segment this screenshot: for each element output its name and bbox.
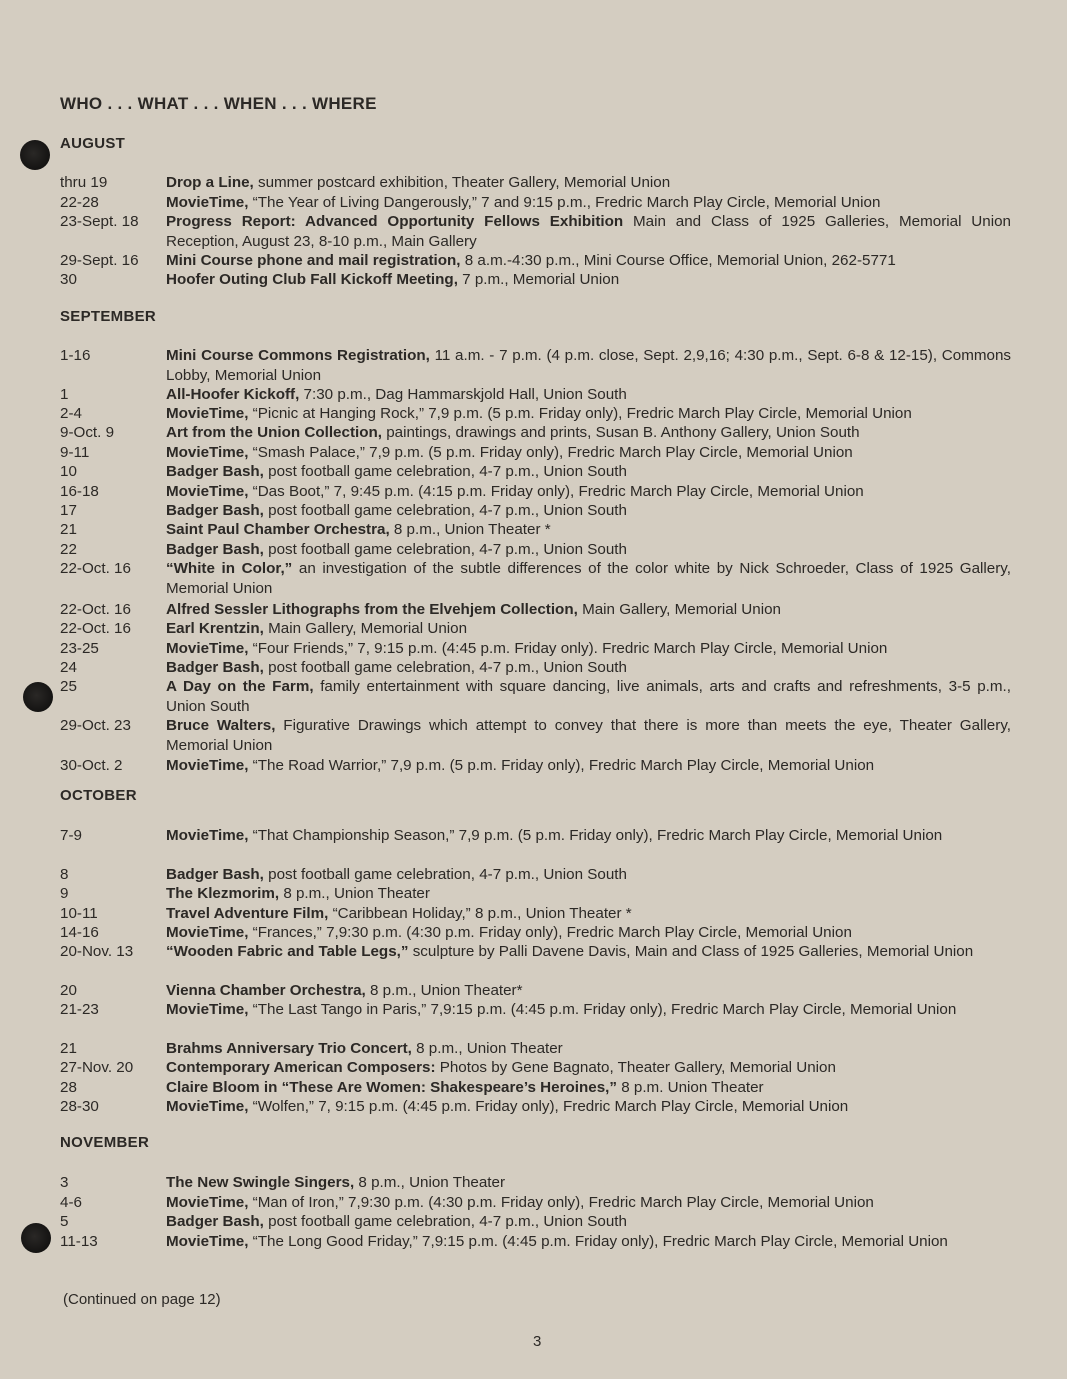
- event-details: family entertainment with square dancing, live animals, arts and crafts and refreshments, 3-5 p.m., Union South: [166, 678, 1011, 715]
- event-date: 9: [60, 885, 69, 902]
- event-description: [166, 520, 1011, 540]
- event-title: Badger Bash,: [166, 659, 264, 676]
- event-title: A Day on the Farm,: [166, 678, 314, 695]
- event-date: 21-23: [60, 1001, 99, 1018]
- event-details: post football game celebration, 4-7 p.m., Union South: [263, 463, 627, 480]
- event-date: 20: [60, 982, 77, 999]
- event-details: Figurative Drawings which attempt to convey that there is more than meets the eye, Theater Gallery, Memorial Union: [166, 717, 1011, 754]
- event-details: “Frances,” 7,9:30 p.m. (4:30 p.m. Friday only), Fredric March Play Circle, Memorial Union: [248, 924, 852, 941]
- event-date: 29-Sept. 16: [60, 252, 139, 269]
- event-title: “Wooden Fabric and Table Legs,”: [166, 943, 409, 960]
- event-title: MovieTime,: [166, 1001, 249, 1018]
- event-title: MovieTime,: [166, 827, 249, 844]
- event-date: 23-Sept. 18: [60, 213, 139, 230]
- month-heading: SEPTEMBER: [60, 308, 157, 325]
- event-details: “The Year of Living Dangerously,” 7 and 9:15 p.m., Fredric March Play Circle, Memorial Union: [248, 194, 881, 211]
- continued-note: (Continued on page 12): [63, 1291, 221, 1308]
- binder-hole-bottom: [21, 1223, 51, 1253]
- event-title: MovieTime,: [166, 405, 249, 422]
- event-title: The Klezmorim,: [166, 885, 280, 902]
- event-details: Photos by Gene Bagnato, Theater Gallery, Memorial Union: [435, 1059, 836, 1076]
- event-description: [166, 270, 1011, 290]
- event-details: 8 p.m., Union Theater: [279, 885, 430, 902]
- event-description: [166, 1097, 1011, 1117]
- event-description: [166, 346, 1011, 385]
- event-description: [166, 1039, 1011, 1059]
- event-title: Bruce Walters,: [166, 717, 276, 734]
- event-date: 14-16: [60, 924, 99, 941]
- event-date: 20-Nov. 13: [60, 943, 134, 960]
- month-heading: NOVEMBER: [60, 1134, 150, 1151]
- event-date: 1-16: [60, 347, 91, 364]
- event-details: 8 p.m. Union Theater: [617, 1079, 764, 1096]
- event-description: [166, 1173, 1011, 1193]
- event-details: Main and Class of 1925 Galleries, Memorial Union Reception, August 23, 8-10 p.m., Main Gallery: [166, 213, 1011, 250]
- event-date: 10: [60, 463, 77, 480]
- event-description: [166, 619, 1011, 639]
- event-date: 30-Oct. 2: [60, 757, 123, 774]
- event-date: 9-Oct. 9: [60, 424, 115, 441]
- event-details: “Picnic at Hanging Rock,” 7,9 p.m. (5 p.m. Friday only), Fredric March Play Circle, Memorial Union: [248, 405, 912, 422]
- event-description: [166, 212, 1011, 251]
- event-date: 10-11: [60, 905, 98, 922]
- event-details: “The Last Tango in Paris,” 7,9:15 p.m. (4:45 p.m. Friday only), Fredric March Play Circle, Memorial Union: [248, 1001, 957, 1018]
- event-date: 11-13: [60, 1233, 98, 1250]
- event-details: “Wolfen,” 7, 9:15 p.m. (4:45 p.m. Friday only), Fredric March Play Circle, Memorial Union: [248, 1098, 849, 1115]
- event-details: “That Championship Season,” 7,9 p.m. (5 p.m. Friday only), Fredric March Play Circle, Memorial Union: [248, 827, 943, 844]
- event-date: 23-25: [60, 640, 99, 657]
- event-details: “Caribbean Holiday,” 8 p.m., Union Theater *: [328, 905, 632, 922]
- event-details: post football game celebration, 4-7 p.m., Union South: [263, 659, 627, 676]
- event-title: MovieTime,: [166, 924, 249, 941]
- event-title: MovieTime,: [166, 1098, 249, 1115]
- page-number: 3: [533, 1333, 542, 1350]
- event-description: [166, 716, 1011, 755]
- event-date: 22: [60, 541, 77, 558]
- event-description: [166, 942, 1011, 962]
- event-details: paintings, drawings and prints, Susan B. Anthony Gallery, Union South: [382, 424, 860, 441]
- event-details: Main Gallery, Memorial Union: [263, 620, 468, 637]
- event-description: [166, 923, 1011, 943]
- event-title: Hoofer Outing Club Fall Kickoff Meeting,: [166, 271, 458, 288]
- event-description: [166, 1232, 1011, 1252]
- event-description: [166, 600, 1011, 620]
- binder-hole-middle: [23, 682, 53, 712]
- event-title: Badger Bash,: [166, 541, 264, 558]
- event-description: [166, 559, 1011, 598]
- event-title: MovieTime,: [166, 1233, 249, 1250]
- event-date: 30: [60, 271, 77, 288]
- event-description: [166, 251, 1011, 271]
- event-date: 1: [60, 386, 69, 403]
- event-details: post football game celebration, 4-7 p.m., Union South: [263, 502, 627, 519]
- event-description: [166, 639, 1011, 659]
- event-date: 21: [60, 521, 77, 538]
- event-title: MovieTime,: [166, 194, 249, 211]
- event-date: 29-Oct. 23: [60, 717, 131, 734]
- event-date: 22-Oct. 16: [60, 560, 131, 577]
- event-title: MovieTime,: [166, 1194, 249, 1211]
- event-title: Badger Bash,: [166, 1213, 264, 1230]
- event-title: Saint Paul Chamber Orchestra,: [166, 521, 390, 538]
- event-details: “Das Boot,” 7, 9:45 p.m. (4:15 p.m. Friday only), Fredric March Play Circle, Memorial Union: [248, 483, 864, 500]
- event-details: 8 p.m., Union Theater*: [365, 982, 523, 999]
- event-date: 16-18: [60, 483, 99, 500]
- event-date: 2-4: [60, 405, 82, 422]
- event-date: 7-9: [60, 827, 82, 844]
- event-title: MovieTime,: [166, 757, 249, 774]
- event-details: an investigation of the subtle differences of the color white by Nick Schroeder, Class of 1925 Gallery, Memorial Union: [166, 560, 1011, 597]
- event-description: [166, 501, 1011, 521]
- event-title: Badger Bash,: [166, 502, 264, 519]
- event-description: [166, 826, 1011, 846]
- event-details: 7:30 p.m., Dag Hammarskjold Hall, Union South: [299, 386, 627, 403]
- event-date: 27-Nov. 20: [60, 1059, 134, 1076]
- event-details: 8 p.m., Union Theater *: [389, 521, 551, 538]
- event-title: Alfred Sessler Lithographs from the Elvehjem Collection,: [166, 601, 578, 618]
- event-date: 28: [60, 1079, 77, 1096]
- event-details: 11 a.m. - 7 p.m. (4 p.m. close, Sept. 2,9,16; 4:30 p.m., Sept. 6-8 & 12-15), Commons Lobby, Memorial Union: [166, 347, 1011, 384]
- event-details: Main Gallery, Memorial Union: [577, 601, 781, 618]
- event-title: Brahms Anniversary Trio Concert,: [166, 1040, 412, 1057]
- event-title: Drop a Line,: [166, 174, 254, 191]
- event-title: MovieTime,: [166, 444, 249, 461]
- event-title: All-Hoofer Kickoff,: [166, 386, 300, 403]
- event-date: 28-30: [60, 1098, 99, 1115]
- event-description: [166, 1212, 1011, 1232]
- event-description: [166, 482, 1011, 502]
- event-description: [166, 884, 1011, 904]
- event-details: 8 p.m., Union Theater: [354, 1174, 506, 1191]
- event-title: Travel Adventure Film,: [166, 905, 329, 922]
- event-title: Vienna Chamber Orchestra,: [166, 982, 366, 999]
- event-title: Earl Krentzin,: [166, 620, 264, 637]
- event-title: Badger Bash,: [166, 866, 264, 883]
- event-description: [166, 443, 1011, 463]
- event-date: 3: [60, 1174, 69, 1191]
- event-title: The New Swingle Singers,: [166, 1174, 355, 1191]
- event-details: post football game celebration, 4-7 p.m., Union South: [263, 866, 627, 883]
- month-heading: OCTOBER: [60, 787, 137, 804]
- event-details: 8 p.m., Union Theater: [411, 1040, 563, 1057]
- event-date: 24: [60, 659, 77, 676]
- event-details: “Four Friends,” 7, 9:15 p.m. (4:45 p.m. Friday only). Fredric March Play Circle, Memorial Union: [248, 640, 888, 657]
- event-description: [166, 1058, 1011, 1078]
- event-details: post football game celebration, 4-7 p.m., Union South: [263, 1213, 627, 1230]
- event-description: [166, 865, 1011, 885]
- event-title: Art from the Union Collection,: [166, 424, 382, 441]
- binder-hole-top: [20, 140, 50, 170]
- event-description: [166, 904, 1011, 924]
- event-details: 7 p.m., Memorial Union: [457, 271, 620, 288]
- event-date: 5: [60, 1213, 69, 1230]
- event-title: MovieTime,: [166, 483, 249, 500]
- event-title: Progress Report: Advanced Opportunity Fellows Exhibition: [166, 213, 624, 230]
- event-description: [166, 173, 1011, 193]
- event-description: [166, 658, 1011, 678]
- event-date: 9-11: [60, 444, 90, 461]
- event-date: 25: [60, 678, 77, 695]
- event-date: 22-Oct. 16: [60, 620, 131, 637]
- event-details: post football game celebration, 4-7 p.m., Union South: [263, 541, 627, 558]
- event-description: [166, 1000, 1011, 1020]
- event-title: Mini Course Commons Registration,: [166, 347, 430, 364]
- event-description: [166, 1078, 1011, 1098]
- event-title: MovieTime,: [166, 640, 249, 657]
- event-description: [166, 1193, 1011, 1213]
- event-description: [166, 540, 1011, 560]
- event-description: [166, 462, 1011, 482]
- event-title: Claire Bloom in “These Are Women: Shakespeare’s Heroines,”: [166, 1079, 617, 1096]
- event-description: [166, 404, 1011, 424]
- event-description: [166, 193, 1011, 213]
- event-date: thru 19: [60, 174, 108, 191]
- event-date: 21: [60, 1040, 77, 1057]
- event-title: Mini Course phone and mail registration,: [166, 252, 461, 269]
- event-details: summer postcard exhibition, Theater Gallery, Memorial Union: [253, 174, 671, 191]
- month-heading: AUGUST: [60, 135, 126, 152]
- event-details: sculpture by Palli Davene Davis, Main and Class of 1925 Galleries, Memorial Union: [408, 943, 974, 960]
- event-date: 4-6: [60, 1194, 82, 1211]
- event-title: Contemporary American Composers:: [166, 1059, 436, 1076]
- event-date: 22-28: [60, 194, 99, 211]
- event-date: 17: [60, 502, 77, 519]
- event-details: “The Road Warrior,” 7,9 p.m. (5 p.m. Friday only), Fredric March Play Circle, Memorial Union: [248, 757, 875, 774]
- event-details: “The Long Good Friday,” 7,9:15 p.m. (4:45 p.m. Friday only), Fredric March Play Circle, Memorial Union: [248, 1233, 948, 1250]
- event-description: [166, 756, 1011, 776]
- event-description: [166, 677, 1011, 716]
- page-heading: WHO . . . WHAT . . . WHEN . . . WHERE: [60, 94, 377, 113]
- event-description: [166, 981, 1011, 1001]
- event-title: “White in Color,”: [166, 560, 293, 577]
- event-title: Badger Bash,: [166, 463, 264, 480]
- event-details: “Man of Iron,” 7,9:30 p.m. (4:30 p.m. Friday only), Fredric March Play Circle, Memorial Union: [248, 1194, 874, 1211]
- event-details: 8 a.m.-4:30 p.m., Mini Course Office, Memorial Union, 262-5771: [460, 252, 896, 269]
- event-description: [166, 385, 1011, 405]
- event-description: [166, 423, 1011, 443]
- event-details: “Smash Palace,” 7,9 p.m. (5 p.m. Friday only), Fredric March Play Circle, Memorial Union: [248, 444, 853, 461]
- event-date: 8: [60, 866, 69, 883]
- event-date: 22-Oct. 16: [60, 601, 131, 618]
